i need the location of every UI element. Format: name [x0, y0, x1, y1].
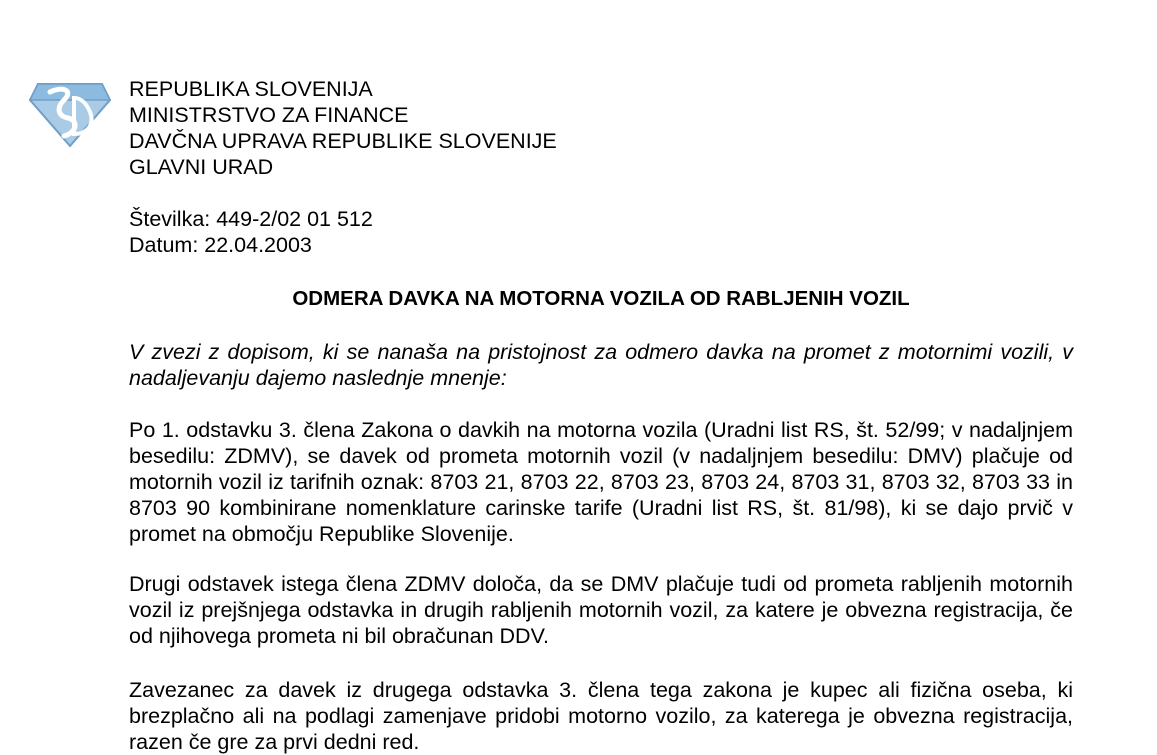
body-paragraph-1: Po 1. odstavku 3. člena Zakona o davkih na motorna vozila (Uradni list RS, št. 52/99; v nadaljnjem besedilu: ZDMV), se davek od prometa motornih vozil (v nadaljnjem besedilu: DMV) plačuje od motornih vozil iz tarifnih oznak: 8703 21, 8703 22, 8703 23, 8703 24, 8703 31, 8703 32, 8703 33 in 8703 90 kombinirane nomenklature carinske tarife (Uradni list RS, št. 81/98), ki se dajo prvič v promet na območju Republike Slovenije. — [129, 418, 1073, 546]
document-title: ODMERA DAVKA NA MOTORNA VOZILA OD RABLJENIH VOZIL — [292, 287, 910, 310]
body-paragraph-3: Zavezanec za davek iz drugega odstavka 3. člena tega zakona je kupec ali fizična oseba, ki brezplačno ali na podlagi zamenjave pridobi motorno vozilo, za katerega je obvezna registracija, razen če gre za prvi dedni red. — [129, 678, 1073, 754]
emblem-graphic — [28, 78, 112, 150]
header-line-tax-administration: DAVČNA UPRAVA REPUBLIKE SLOVENIJE — [129, 129, 557, 153]
header-line-republic: REPUBLIKA SLOVENIJA — [129, 77, 373, 101]
body-paragraph-2: Drugi odstavek istega člena ZDMV določa, da se DMV plačuje tudi od prometa rabljenih motornih vozil iz prejšnjega odstavka in drugih rabljenih motornih vozil, za katere je obvezna registracija, če od njihovega prometa ni bil obračunan DDV. — [129, 572, 1073, 648]
reference-number: Številka: 449-2/02 01 512 — [129, 207, 373, 231]
institution-header — [129, 76, 557, 180]
document-reference — [129, 206, 373, 258]
header-line-main-office: GLAVNI URAD — [129, 155, 274, 179]
header-line-ministry: MINISTRSTVO ZA FINANCE — [129, 103, 409, 127]
intro-paragraph: V zvezi z dopisom, ki se nanaša na pristojnost za odmero davka na promet z motornimi vozili, v nadaljevanju dajemo naslednje mnenje: — [129, 340, 1073, 390]
reference-date: Datum: 22.04.2003 — [129, 233, 312, 257]
ministry-emblem-icon — [28, 78, 112, 150]
